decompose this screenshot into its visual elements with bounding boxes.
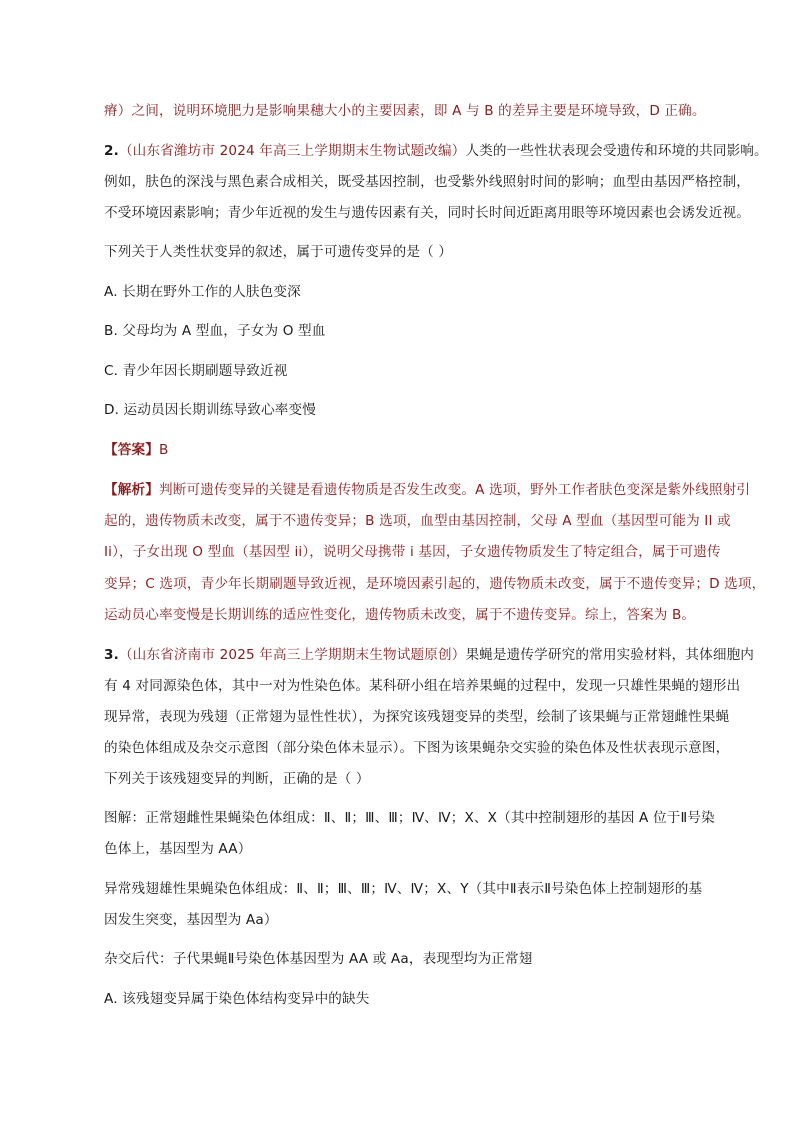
question-2-option-c: C. 青少年因长期刷题导致近视: [104, 363, 288, 379]
question-2-option-b: B. 父母均为 A 型血，子女为 O 型血: [104, 323, 326, 339]
question-3-stem-line-4: 的染色体组成及杂交示意图（部分染色体未显示）。下图为该果蝇杂交实验的染色体及性状表现示意图，: [104, 740, 730, 756]
question-2-analysis-line-1: 【解析】判断可遗传变异的关键是看遗传物质是否发生改变。A 选项，野外工作者肤色变深是紫外线照射引: [104, 482, 751, 498]
question-3-stem-line-1: 3.（山东省济南市 2025 年高三上学期期末生物试题原创）果蝇是遗传学研究的常用实验材料，其体细胞内: [104, 647, 755, 663]
question-3-number: 3.: [104, 647, 119, 663]
question-2-prompt: 下列关于人类性状变异的叙述，属于可遗传变异的是（ ）: [104, 244, 453, 260]
question-3-stem-line-3: 现异常，表现为残翅（正常翅为显性性状），为探究该残翅变异的类型，绘制了该果蝇与正常翅雌性果蝇: [104, 709, 730, 725]
question-2-analysis-line-4: 变异；C 选项，青少年长期刷题导致近视，是环境因素引起的，遗传物质未改变，属于不遗传变异；D 选项，: [104, 576, 766, 592]
figure-description-female: 图解：正常翅雌性果蝇染色体组成：Ⅱ、Ⅱ；Ⅲ、Ⅲ；Ⅳ、Ⅳ；X、X（其中控制翅形的基因 A 位于Ⅱ号染: [104, 810, 715, 826]
question-2-analysis-line-2: 起的，遗传物质未改变，属于不遗传变异；B 选项，血型由基因控制，父母 A 型血（基因型可能为 II 或: [104, 513, 731, 529]
answer-value: B: [158, 442, 169, 458]
question-2-option-d: D. 运动员因长期训练导致心率变慢: [104, 402, 316, 418]
question-2-analysis-line-5: 运动员心率变慢是长期训练的适应性变化，遗传物质未改变，属于不遗传变异。综上，答案为 B。: [104, 607, 696, 623]
figure-description-female-cont: 色体上，基因型为 AA）: [104, 841, 252, 857]
question-3-source: （山东省济南市 2025 年高三上学期期末生物试题原创）: [118, 647, 466, 663]
question-2-option-a: A. 长期在野外工作的人肤色变深: [104, 284, 301, 300]
question-2-stem-line-1: 2.（山东省潍坊市 2024 年高三上学期期末生物试题改编）人类的一些性状表现会受遗传和环境的共同影响。: [104, 143, 768, 159]
question-2-number: 2.: [104, 143, 119, 159]
figure-description-offspring: 杂交后代：子代果蝇Ⅱ号染色体基因型为 AA 或 Aa，表现型均为正常翅: [104, 951, 533, 967]
question-2-stem-line-3: 不受环境因素影响；青少年近视的发生与遗传因素有关，同时长时间近距离用眼等环境因素也会诱发近视。: [104, 205, 750, 221]
question-2-stem-line-2: 例如，肤色的深浅与黑色素合成相关，既受基因控制，也受紫外线照射时间的影响；血型由基因严格控制，: [104, 174, 750, 190]
question-3-stem-line-2: 有 4 对同源染色体，其中一对为性染色体。某科研小组在培养果蝇的过程中，发现一只雄性果蝇的翅形出: [104, 678, 741, 694]
question-2-answer: [104, 440, 168, 460]
question-3-option-a: A. 该残翅变异属于染色体结构变异中的缺失: [104, 991, 370, 1007]
question-2-analysis-line-3: Ii），子女出现 O 型血（基因型 ii），说明父母携带 i 基因，子女遗传物质发生了特定组合，属于可遗传: [104, 544, 721, 560]
analysis-label: 【解析】: [104, 482, 159, 498]
answer-label: 【答案】: [104, 442, 159, 458]
question-3-stem-line-5: 下列关于该残翅变异的判断，正确的是（ ）: [104, 771, 370, 787]
figure-description-male: 异常残翅雄性果蝇染色体组成：Ⅱ、Ⅱ；Ⅲ、Ⅲ；Ⅳ、Ⅳ；X、Y（其中Ⅱ表示Ⅱ号染色体上控制翅形的基: [104, 881, 703, 897]
previous-answer-tail: 瘠）之间，说明环境肥力是影响果穗大小的主要因素，即 A 与 B 的差异主要是环境导致，D 正确。: [104, 103, 706, 119]
figure-description-male-cont: 因发生突变，基因型为 Aa）: [104, 912, 278, 928]
question-2-source: （山东省潍坊市 2024 年高三上学期期末生物试题改编）: [118, 143, 466, 159]
